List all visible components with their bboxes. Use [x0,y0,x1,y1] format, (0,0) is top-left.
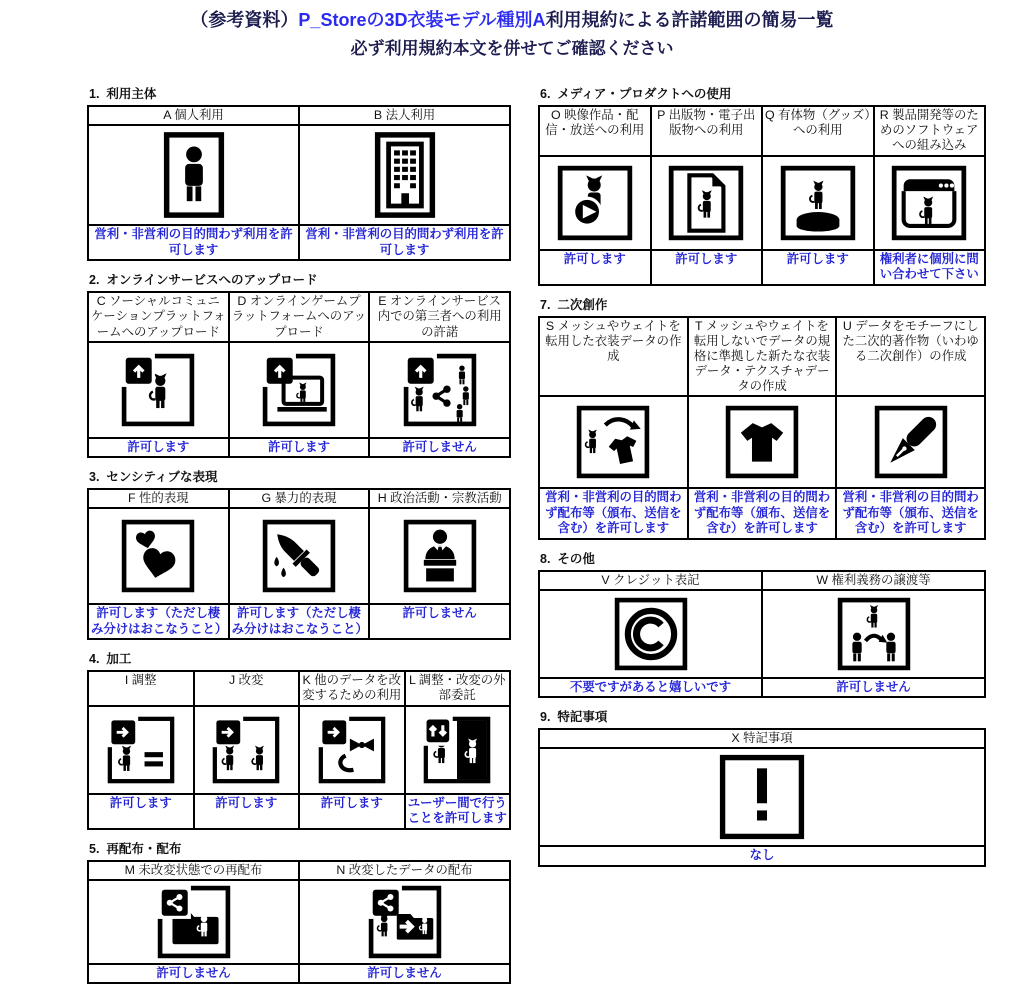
permission-text-D: 許可します [229,438,370,458]
permission-text-Q: 許可します [762,250,874,285]
corporate-user-icon [374,129,436,221]
section-table [87,860,511,985]
mesh-reuse-icon [576,405,650,479]
section-table [87,291,511,458]
permission-text-R: 権利者に個別に問い合わせて下さい [874,250,986,285]
cell-header-S: S メッシュやウェイトを転用した衣装データの作成 [539,317,688,397]
cell-header-N: N 改変したデータの配布 [299,861,510,880]
permission-text-T: 営利・非営利の目的問わず配布等（頒布、送信を含む）を許可します [688,488,837,539]
permission-text-U: 営利・非営利の目的問わず配布等（頒布、送信を含む）を許可します [836,488,985,539]
section-heading: 8. その他 [540,551,595,566]
permission-text-J: 許可します [194,794,300,829]
section-table [87,488,511,640]
section-heading: 2. オンラインサービスへのアップロード [89,273,318,288]
section-heading: 7. 二次創作 [540,297,608,312]
permission-text-H: 許可しません [369,604,510,639]
section-heading: 3. センシティブな表現 [89,470,218,485]
title-line [0,7,1024,35]
permission-text-C: 許可します [88,438,229,458]
redistribution-icon [157,885,231,959]
cell-header-E: E オンラインサービス内での第三者への利用の許諾 [369,292,510,341]
section-heading: 6. メディア・プロダクトへの使用 [540,87,732,102]
permission-text-W: 許可しません [762,678,985,698]
cell-header-P: P 出版物・電子出版物への利用 [651,106,763,155]
permission-text-P: 許可します [651,250,763,285]
section-heading: 9. 特記事項 [540,710,608,725]
permission-text-M: 許可しません [88,964,299,984]
cell-header-T: T メッシュやウェイトを転用しないでデータの規格に準拠した新たな衣装データ・テクスチャデータの作成 [688,317,837,397]
section-table [538,316,986,540]
section-online-upload [87,270,511,458]
cell-header-O: O 映像作品・配信・放送への利用 [539,106,651,155]
title-store-name: P_Storeの3D衣装モデル種別A [298,10,546,30]
copyright-icon [614,597,688,671]
section-processing [87,649,511,829]
cell-header-X: X 特記事項 [539,729,985,748]
title-subtitle: 必ず利用規約本文を併せてご確認ください [350,38,674,58]
section-usage-entity [87,84,511,261]
section-table [538,105,986,285]
cell-header-U: U データをモチーフにした二次的著作物（いわゆる二次創作）の作成 [836,317,985,397]
section-others [538,549,986,699]
individual-user-icon [163,129,225,221]
section-heading: 1. 利用主体 [89,87,157,102]
document-title [0,0,1024,62]
section-table [87,105,511,261]
cell-header-R: R 製品開発等のためのソフトウェアへの組み込み [874,106,986,155]
permission-text-L: ユーザー間で行うことを許可します [405,794,511,829]
cell-header-H: H 政治活動・宗教活動 [369,489,510,508]
content-columns [0,84,1024,993]
modify-icon [212,716,280,784]
video-media-icon [557,165,633,241]
permission-text-O: 許可します [539,250,651,285]
permission-text-G: 許可します（ただし棲み分けはおこなうこと） [229,604,370,639]
permission-text-B: 営利・非営利の目的問わず利用を許可します [299,225,510,260]
cell-header-Q: Q 有体物（グッズ）への利用 [762,106,874,155]
adjust-icon [107,716,175,784]
outsourcing-icon [423,716,491,784]
derivative-work-icon [874,405,948,479]
cell-header-I: I 調整 [88,671,194,705]
section-table [538,728,986,867]
cell-header-L: L 調整・改変の外部委託 [405,671,511,705]
cell-header-J: J 改変 [194,671,300,705]
cell-header-K: K 他のデータを改変するための利用 [299,671,405,705]
permission-text-N: 許可しません [299,964,510,984]
permission-text-V: 不要ですがあると嬉しいです [539,678,762,698]
left-column [87,84,511,993]
cell-header-M: M 未改変状態での再配布 [88,861,299,880]
upload-game-icon [262,353,336,427]
permission-text-S: 営利・非営利の目的問わず配布等（頒布、送信を含む）を許可します [539,488,688,539]
section-special-notes [538,707,986,867]
title-suffix: 利用規約による許諾範囲の簡易一覧 [545,10,834,30]
special-notes-icon [719,754,805,840]
cell-header-F: F 性的表現 [88,489,229,508]
section-table [87,670,511,829]
permission-text-E: 許可しません [369,438,510,458]
violence-icon [262,519,336,593]
permission-text-K: 許可します [299,794,405,829]
section-media-product [538,84,986,285]
permission-text-A: 営利・非営利の目的問わず利用を許可します [88,225,299,260]
cell-header-D: D オンラインゲームプラットフォームへのアップロード [229,292,370,341]
section-heading: 4. 加工 [89,652,132,667]
rights-transfer-icon [837,597,911,671]
third-party-license-icon [403,353,477,427]
permission-text-I: 許可します [88,794,194,829]
software-embed-icon [891,165,967,241]
modified-distribution-icon [368,885,442,959]
politics-religion-icon [403,519,477,593]
cell-header-W: W 権利義務の譲渡等 [762,571,985,590]
title-prefix: （参考資料） [190,10,299,30]
sexual-expression-icon [121,519,195,593]
section-heading: 5. 再配布・配布 [89,841,182,856]
permission-text-F: 許可します（ただし棲み分けはおこなうこと） [88,604,229,639]
right-column [538,84,986,876]
cell-header-V: V クレジット表記 [539,571,762,590]
goods-icon [780,165,856,241]
publication-icon [668,165,744,241]
section-sensitive-expression [87,467,511,640]
cell-header-C: C ソーシャルコミュニケーションプラットフォームへのアップロード [88,292,229,341]
cell-header-A: A 個人利用 [88,106,299,125]
new-costume-data-icon [725,405,799,479]
section-redistribution [87,839,511,985]
permission-text-X: なし [539,846,985,866]
cell-header-G: G 暴力的表現 [229,489,370,508]
section-table [538,570,986,699]
section-derivative-works [538,295,986,540]
modify-other-data-icon [318,716,386,784]
cell-header-B: B 法人利用 [299,106,510,125]
upload-social-icon [121,353,195,427]
